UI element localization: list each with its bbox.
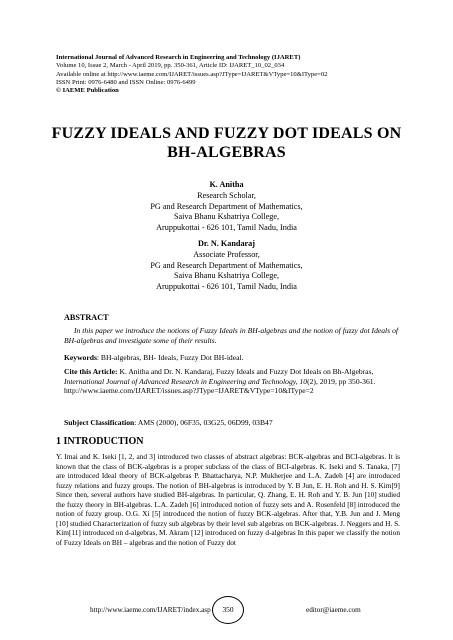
section-heading-introduction: 1 INTRODUCTION [56, 436, 144, 447]
footer-url[interactable]: http://www.iaeme.com/IJARET/index.asp [90, 606, 211, 614]
author-affiliation-line: Saiva Bhanu Kshatriya College, [173, 271, 280, 281]
journal-available: Available online at http://www.iaeme.com/IJARET/issues.asp?JType=IJARET&VType=10&IType=02 [56, 70, 328, 78]
keywords-label: Keywords [64, 353, 97, 362]
keywords-text: : BH-algebras, BH- Ideals, Fuzzy Dot BH-ideal. [96, 353, 244, 362]
author-affiliation-line: Aruppukottai - 626 101, Tamil Nadu, India [156, 223, 297, 233]
keywords [64, 353, 398, 362]
author-affiliation-line: Aruppukottai - 626 101, Tamil Nadu, India [156, 282, 297, 292]
abstract-text: In this paper we introduce the notions of Fuzzy Ideals in BH-algebras and the notion of fuzzy dot Ideals of BH-algebras and investigate some of their results. [64, 326, 398, 345]
subject-label: Subject Classification [64, 418, 135, 427]
journal-issue: Volume 10, Issue 2, March - April 2019, pp. 350-361, Article ID: IJARET_10_02_034 [56, 62, 285, 70]
page-footer [0, 596, 453, 626]
page-number: 350 [212, 596, 244, 624]
paper-title [30, 124, 423, 162]
author-affiliation-line: Associate Professor, [193, 249, 260, 259]
citation-rest: (2), 2019, pp 350-361. [307, 376, 376, 386]
citation-journal: International Journal of Advanced Research in Engineering and Technology, 10 [64, 376, 308, 386]
author-affiliation-line: PG and Research Department of Mathematics, [150, 201, 303, 211]
author-name: Dr. N. Kandaraj [197, 239, 255, 248]
author-affiliation-line: PG and Research Department of Mathematics, [150, 260, 303, 270]
author-block-1 [30, 180, 423, 234]
author-affiliation-line: Saiva Bhanu Kshatriya College, [173, 212, 280, 222]
title-line-1: FUZZY IDEALS AND FUZZY DOT IDEALS ON [51, 125, 402, 142]
author-name: K. Anitha [209, 180, 244, 189]
journal-issn: ISSN Print: 0976-6480 and ISSN Online: 0976-6499 [56, 78, 196, 86]
author-block-2 [30, 239, 423, 293]
introduction-text: Y. Imai and K. Iseki [1, 2, and 3] introduced two classes of abstract algebras: BCK-algebras and BCI-algebras. It is known that the class of BCK-algebras is a proper subclass of the class of BCI-algebras. K. Iseki and S. Tanaka, [7] are introduced Ideal theory of BCK-algebras P. Bhattacharya, N.P. Mukherjee and L.A. Zadeh [4] are introduced fuzzy relations and fuzzy groups. The notion of BH-algebras is introduced by Y. B Jun, E. H. Roh and H. S. Kim[9] Since then, several authors have studied BH-algebras. In particular, Q. Zhang, E. H. Roh and Y. B. Jun [10] studied the fuzzy theory in BH-algebras. L.A. Zadeh [6] introduced notion of fuzzy sets and A. Rosenfeld [8] introduced the notion of fuzzy group. O.G. Xi [5] introduced the notion of fuzzy BCK-algebras. After that, Y.B. Jun and J. Meng [10] studied Characterization of fuzzy sub algebras by their level sub algebras on BCK-algebras. J. Neggers and H. S. Kim[11] introduced on d-algebras, M. Akram [12] introduced on fuzzy d-algebras In this paper we classify the notion of Fuzzy Ideals on BH – algebras and the notion of Fuzzy dot [56, 452, 400, 547]
author-affiliation-line: Research Scholar, [197, 190, 256, 200]
abstract-heading: ABSTRACT [64, 313, 109, 322]
subject-classification [64, 418, 398, 427]
journal-publisher: © IAEME Publication [56, 87, 119, 95]
citation-authors: K. Anitha and Dr. N. Kandaraj, Fuzzy Ideals and Fuzzy Dot Ideals on Bh-Algebras, [117, 367, 374, 376]
title-line-2: BH-ALGEBRAS [167, 144, 286, 161]
journal-header [56, 54, 401, 95]
footer-email[interactable]: editor@iaeme.com [306, 606, 361, 614]
citation-label: Cite this Article: [64, 367, 118, 376]
citation [64, 367, 398, 396]
citation-url[interactable]: http://www.iaeme.com/IJARET/issues.asp?JType=IJARET&VType=10&IType=2 [64, 386, 314, 396]
subject-text: : AMS (2000), 06F35, 03G25, 06D99, 03B47 [134, 418, 273, 427]
journal-name: International Journal of Advanced Research in Engineering and Technology (IJARET) [56, 54, 301, 61]
